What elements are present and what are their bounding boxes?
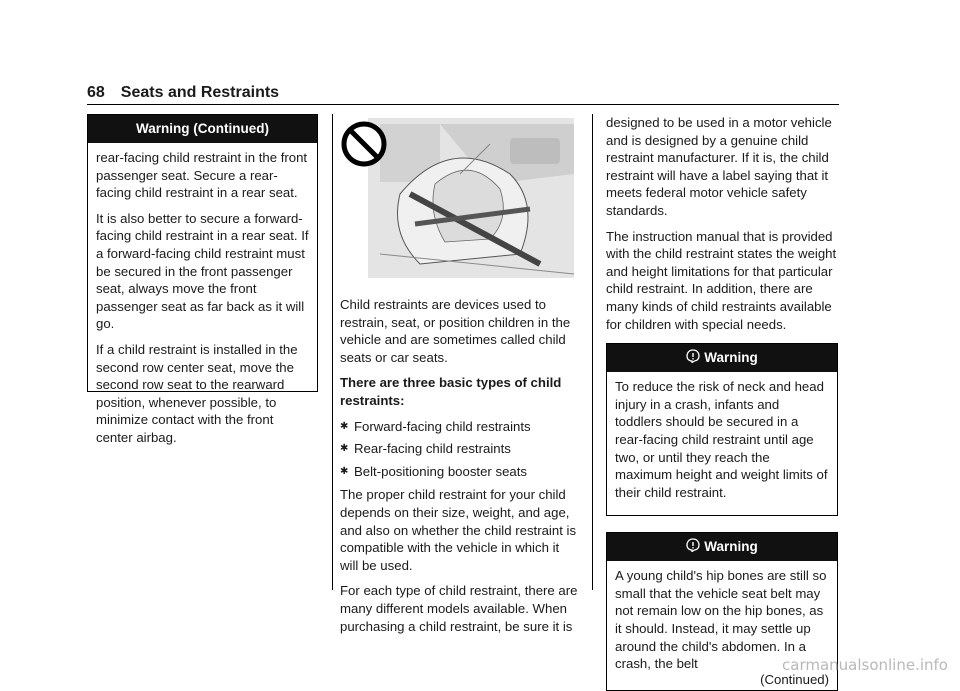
warning-title: Warning [704,350,758,366]
body-paragraph: The proper child restraint for your child depends on their size, weight, and age, and also on whether the child restraint is compatible with the vehicle in which it will be used. [340,487,577,573]
body-paragraph: designed to be used in a motor vehicle and is designed by a genuine child restraint manufacturer. If it is, the child restraint will have a label saying that it meets federal motor vehicle safety standards. [606,115,832,218]
warning-triangle-icon [686,345,700,373]
list-item-text: Rear-facing child restraints [354,441,511,457]
types-heading: There are three basic types of child restraints: [340,375,562,408]
warning-heading: Warning (Continued) [88,115,317,143]
warning-box-continued [87,114,318,445]
column-left [87,114,318,445]
intro-paragraph: Child restraints are devices used to restrain, seat, or position children in the vehicle and are sometimes called child seats or car seats. [340,297,571,365]
warning-paragraph: It is also better to secure a forward-facing child restraint in a rear seat. If a forward-facing child restraint must be secured in the front passenger seat, always move the front passenger seat as far back as it will go. [96,210,309,332]
column-middle [340,114,580,643]
child-seat-illustration-svg [340,114,580,282]
warning-triangle-icon [686,534,700,562]
page-header [87,82,839,105]
warning-paragraph: To reduce the risk of neck and head injury in a crash, infants and toddlers should be secured in a rear-facing child restraint until age two, or until they reach the maximum height and weight limits of their child restraint. [615,379,828,500]
column-right [606,114,838,691]
warning-paragraph: If a child restraint is installed in the second row center seat, move the second row seat to the rearward position, whenever possible, to minimize contact with the front center airbag. [96,341,298,445]
warning-heading [607,344,837,372]
no-symbol-icon [344,124,384,164]
bullet-icon: ✱ [340,465,349,477]
list-item-text: Belt-positioning booster seats [354,463,528,479]
list-item [340,463,580,481]
body-paragraph: The instruction manual that is provided with the child restraint states the weight and height limitations for that particular child restraint. In addition, there are many kinds of child restraints available for children with special needs. [606,228,837,332]
section-title: Seats and Restraints [120,84,280,101]
warning-title: Warning [704,539,758,555]
list-item [340,418,580,436]
warning-paragraph: A young child's hip bones are still so small that the vehicle seat belt may not remain low on the hip bones, as it should. Instead, it may settle up around the child's abdomen. In a crash, the belt [615,568,827,672]
watermark: carmanualsonline.info [782,656,948,674]
warning-body [88,143,317,461]
list-item [340,440,580,458]
column-divider [592,114,593,590]
page-number: 68 [87,84,105,101]
body-paragraph: For each type of child restraint, there are many different models available. When purchasing a child restraint, be sure it is [340,583,578,634]
bullet-icon: ✱ [340,443,349,455]
warning-heading [607,533,837,561]
continued-label: (Continued) [760,671,829,687]
bullet-icon: ✱ [340,420,349,432]
column-divider [332,114,333,590]
warning-box [606,343,838,516]
restraint-types-list [340,418,580,481]
child-seat-illustration [340,114,580,282]
warning-body [607,372,837,515]
warning-paragraph: rear-facing child restraint in the front passenger seat. Secure a rear-facing child restraint in a rear seat. [96,150,308,201]
list-item-text: Forward-facing child restraints [354,418,531,434]
